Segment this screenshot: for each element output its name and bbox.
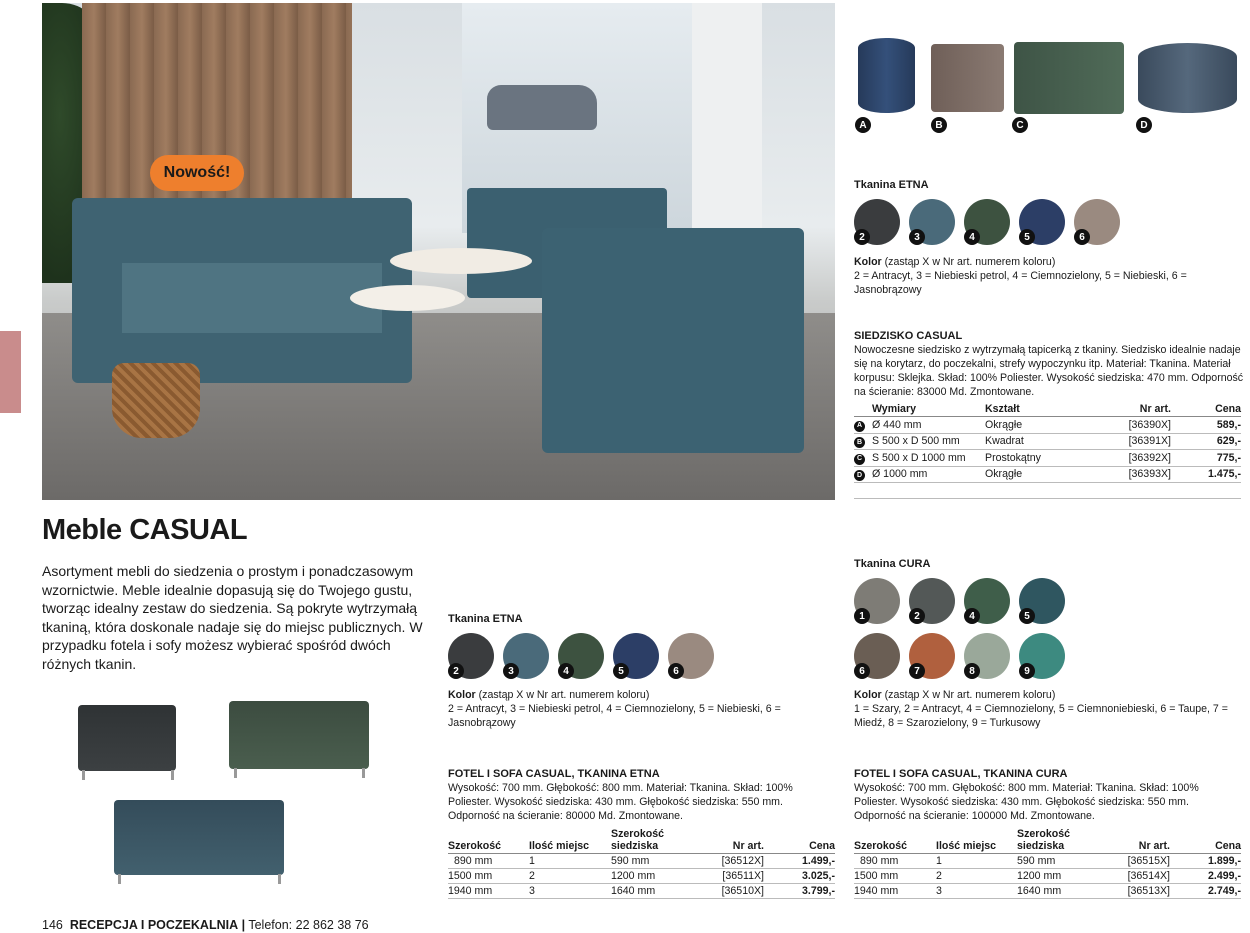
table-cell: 590 mm <box>1017 854 1102 869</box>
table-cell: 1640 mm <box>1017 884 1102 899</box>
table-row <box>854 884 1241 899</box>
col-header: Szerokość <box>448 828 529 854</box>
table-cell: 1 <box>529 854 611 869</box>
table-cell: [36515X] <box>1102 854 1170 869</box>
fabric-swatch <box>1019 578 1065 624</box>
hero-sofa-seat <box>122 263 382 333</box>
fabric-swatch <box>854 199 900 245</box>
table-cell: 1 <box>936 854 1017 869</box>
swatch-number: 2 <box>854 229 870 245</box>
new-badge: Nowość! <box>150 155 244 191</box>
page-title: Meble CASUAL <box>42 514 248 546</box>
col-header: Ilość miejsc <box>529 828 611 854</box>
row-letter: D <box>854 470 865 481</box>
swatch-number: 3 <box>909 229 925 245</box>
table-cell: 3.799,- <box>764 884 835 899</box>
etna-mid-heading: Tkanina ETNA <box>448 613 523 625</box>
table-row <box>854 417 1241 434</box>
table-cell: Kwadrat <box>985 433 1105 450</box>
fabric-swatch <box>668 633 714 679</box>
color-note: (zastąp X w Nr art. numerem koloru) <box>478 689 650 701</box>
table-cell: 890 mm <box>448 854 529 869</box>
siedzisko-desc: Nowoczesne siedzisko z wytrzymałą tapicerką z tkaniny. Siedzisko idealnie nadaje się na korytarz, do poczekalni, strefy wypoczynku itp. Materiał: Tkanina. Materiał korpusu: Sklejka. Skład: 100% Poliester. Wysokość siedziska: 470 mm. Odporność na ścieranie: 83000 Md. Zmontowane. <box>854 344 1244 398</box>
table-cell: 589,- <box>1171 417 1241 434</box>
table-cell: 890 mm <box>854 854 936 869</box>
swatch-number: 6 <box>854 663 870 679</box>
etna-mid-color-info <box>448 688 828 730</box>
color-label: Kolor <box>448 689 476 701</box>
swatch-number: 4 <box>558 663 574 679</box>
cura-color-info <box>854 688 1234 730</box>
color-note: (zastąp X w Nr art. numerem koloru) <box>884 256 1056 268</box>
table-cell: [36392X] <box>1105 450 1171 467</box>
col-header: Cena <box>764 828 835 854</box>
fabric-swatch <box>558 633 604 679</box>
color-list: 2 = Antracyt, 3 = Niebieski petrol, 4 = Ciemnozielony, 5 = Niebieski, 6 = Jasnobrązowy <box>854 270 1187 296</box>
color-note: (zastąp X w Nr art. numerem koloru) <box>884 689 1056 701</box>
sofa-2-seat-photo <box>229 701 369 769</box>
swatch-number: 8 <box>964 663 980 679</box>
pouf-letter-d: D <box>1136 117 1152 133</box>
fabric-swatch <box>503 633 549 679</box>
swatch-number: 1 <box>854 608 870 624</box>
fotel-cura-table <box>854 828 1241 899</box>
col-header: Szerokość siedziska <box>611 828 696 854</box>
table-row <box>854 869 1241 884</box>
table-cell: 1500 mm <box>448 869 529 884</box>
table-cell: Okrągłe <box>985 417 1105 434</box>
hero-photo <box>42 3 835 500</box>
hero-table-small <box>350 285 465 311</box>
fotel-etna-desc: Wysokość: 700 mm. Głębokość: 800 mm. Materiał: Tkanina. Skład: 100% Poliester. Wysokość siedziska: 430 mm. Głębokość siedziska: 550 mm. Odporność na ścieranie: 80000 Md. Zmontowane. <box>448 782 793 822</box>
color-label: Kolor <box>854 256 882 268</box>
divider <box>854 498 1241 499</box>
col-header: Szerokość <box>854 828 936 854</box>
swatch-number: 5 <box>1019 229 1035 245</box>
footer-section: RECEPCJA I POCZEKALNIA <box>69 918 239 932</box>
swatch-number: 7 <box>909 663 925 679</box>
table-row <box>854 450 1241 467</box>
col-header: Szerokość siedziska <box>1017 828 1102 854</box>
siedzisko-table <box>854 403 1241 483</box>
sofa-3-seat-photo <box>114 800 284 875</box>
swatch-number: 3 <box>503 663 519 679</box>
swatch-number: 6 <box>1074 229 1090 245</box>
table-row <box>448 854 835 869</box>
table-row <box>854 466 1241 483</box>
fabric-swatch <box>909 199 955 245</box>
row-letter: A <box>854 421 865 432</box>
table-cell: Ø 440 mm <box>872 417 985 434</box>
fabric-swatch <box>909 633 955 679</box>
table-cell: [36511X] <box>696 869 764 884</box>
table-header-row <box>854 403 1241 417</box>
swatch-number: 5 <box>613 663 629 679</box>
swatch-number: 9 <box>1019 663 1035 679</box>
section-side-tab <box>0 331 21 413</box>
pouf-c-photo <box>1014 42 1124 114</box>
pouf-letter-a: A <box>855 117 871 133</box>
table-cell: 2 <box>529 869 611 884</box>
table-cell: 2.499,- <box>1170 869 1241 884</box>
table-cell: Ø 1000 mm <box>872 466 985 483</box>
table-cell: 775,- <box>1171 450 1241 467</box>
table-cell: [36393X] <box>1105 466 1171 483</box>
etna-top-color-info <box>854 255 1234 297</box>
col-header: Nr art. <box>1102 828 1170 854</box>
swatch-number: 6 <box>668 663 684 679</box>
pouf-d-photo <box>1138 43 1237 113</box>
fabric-swatch <box>1019 633 1065 679</box>
table-cell: 3.025,- <box>764 869 835 884</box>
table-cell: 1200 mm <box>611 869 696 884</box>
table-cell: 3 <box>936 884 1017 899</box>
table-cell: [36514X] <box>1102 869 1170 884</box>
pouf-a-photo <box>858 38 915 113</box>
fotel-etna-table <box>448 828 835 899</box>
table-cell: 2 <box>936 869 1017 884</box>
table-cell: 1500 mm <box>854 869 936 884</box>
table-cell: Okrągłe <box>985 466 1105 483</box>
swatch-number: 2 <box>909 608 925 624</box>
pouf-b-photo <box>931 44 1004 112</box>
table-row <box>854 854 1241 869</box>
fabric-swatch <box>964 199 1010 245</box>
etna-top-heading: Tkanina ETNA <box>854 179 929 191</box>
pouf-letter-b: B <box>931 117 947 133</box>
table-cell: 1940 mm <box>448 884 529 899</box>
table-cell: [36391X] <box>1105 433 1171 450</box>
footer-separator: | <box>241 918 246 932</box>
col-header: Kształt <box>985 403 1105 417</box>
color-list: 1 = Szary, 2 = Antracyt, 4 = Ciemnozielony, 5 = Ciemnoniebieski, 6 = Taupe, 7 = Miedź, 8 = Szarozielony, 9 = Turkusowy <box>854 703 1228 729</box>
hero-basket <box>112 363 200 438</box>
table-cell: 1940 mm <box>854 884 936 899</box>
table-cell: 1200 mm <box>1017 869 1102 884</box>
fabric-swatch <box>1074 199 1120 245</box>
fabric-swatch <box>964 633 1010 679</box>
table-row <box>448 884 835 899</box>
footer <box>42 918 369 932</box>
table-cell: Prostokątny <box>985 450 1105 467</box>
table-cell: 590 mm <box>611 854 696 869</box>
swatch-number: 5 <box>1019 608 1035 624</box>
fabric-swatch <box>613 633 659 679</box>
swatch-number: 4 <box>964 229 980 245</box>
hero-table-large <box>390 248 532 274</box>
table-header-row <box>854 828 1241 854</box>
col-header: Wymiary <box>872 403 985 417</box>
color-list: 2 = Antracyt, 3 = Niebieski petrol, 4 = Ciemnozielony, 5 = Niebieski, 6 = Jasnobrązowy <box>448 703 781 729</box>
table-cell: 1.475,- <box>1171 466 1241 483</box>
fotel-cura-heading: FOTEL I SOFA CASUAL, TKANINA CURA <box>854 768 1068 780</box>
fabric-swatch <box>909 578 955 624</box>
col-header: Ilość miejsc <box>936 828 1017 854</box>
table-cell: 1640 mm <box>611 884 696 899</box>
pouf-letter-c: C <box>1012 117 1028 133</box>
hero-armchair <box>542 228 804 453</box>
row-letter: B <box>854 437 865 448</box>
col-header: Cena <box>1171 403 1241 417</box>
table-cell: 1.499,- <box>764 854 835 869</box>
table-cell: 3 <box>529 884 611 899</box>
row-letter: C <box>854 454 865 465</box>
fabric-swatch <box>1019 199 1065 245</box>
table-cell: 1.899,- <box>1170 854 1241 869</box>
fabric-swatch <box>854 578 900 624</box>
col-header: Cena <box>1170 828 1241 854</box>
table-cell: S 500 x D 500 mm <box>872 433 985 450</box>
color-label: Kolor <box>854 689 882 701</box>
fabric-swatch <box>448 633 494 679</box>
table-cell: [36390X] <box>1105 417 1171 434</box>
table-cell: [36512X] <box>696 854 764 869</box>
fotel-etna-heading: FOTEL I SOFA CASUAL, TKANINA ETNA <box>448 768 660 780</box>
table-header-row <box>448 828 835 854</box>
table-cell: 629,- <box>1171 433 1241 450</box>
swatch-number: 2 <box>448 663 464 679</box>
page-number: 146 <box>42 918 63 932</box>
fotel-cura-desc: Wysokość: 700 mm. Głębokość: 800 mm. Materiał: Tkanina. Skład: 100% Poliester. Wysokość siedziska: 430 mm. Głębokość siedziska: 550 mm. Odporność na ścieranie: 100000 Md. Zmontowane. <box>854 782 1199 822</box>
table-cell: 2.749,- <box>1170 884 1241 899</box>
armchair-photo <box>78 705 176 771</box>
col-header: Nr art. <box>696 828 764 854</box>
cura-heading: Tkanina CURA <box>854 558 931 570</box>
siedzisko-heading: SIEDZISKO CASUAL <box>854 330 963 342</box>
col-header: Nr art. <box>1105 403 1171 417</box>
table-cell: [36510X] <box>696 884 764 899</box>
swatch-number: 4 <box>964 608 980 624</box>
table-row <box>448 869 835 884</box>
table-cell: S 500 x D 1000 mm <box>872 450 985 467</box>
fabric-swatch <box>854 633 900 679</box>
table-cell: [36513X] <box>1102 884 1170 899</box>
table-row <box>854 433 1241 450</box>
car <box>487 85 597 130</box>
footer-phone: Telefon: 22 862 38 76 <box>248 918 369 932</box>
intro-text: Asortyment mebli do siedzenia o prostym i ponadczasowym wzornictwie. Meble idealnie dopasują się do Twojego gustu, tworząc idealny zestaw do siedzenia. Są pokryte wytrzymałą tkaniną, która doskonale nadaje się do miejsc publicznych. W przypadku fotela i sofy możesz wybierać spośród dwóch różnych tkanin. <box>42 563 423 672</box>
fabric-swatch <box>964 578 1010 624</box>
